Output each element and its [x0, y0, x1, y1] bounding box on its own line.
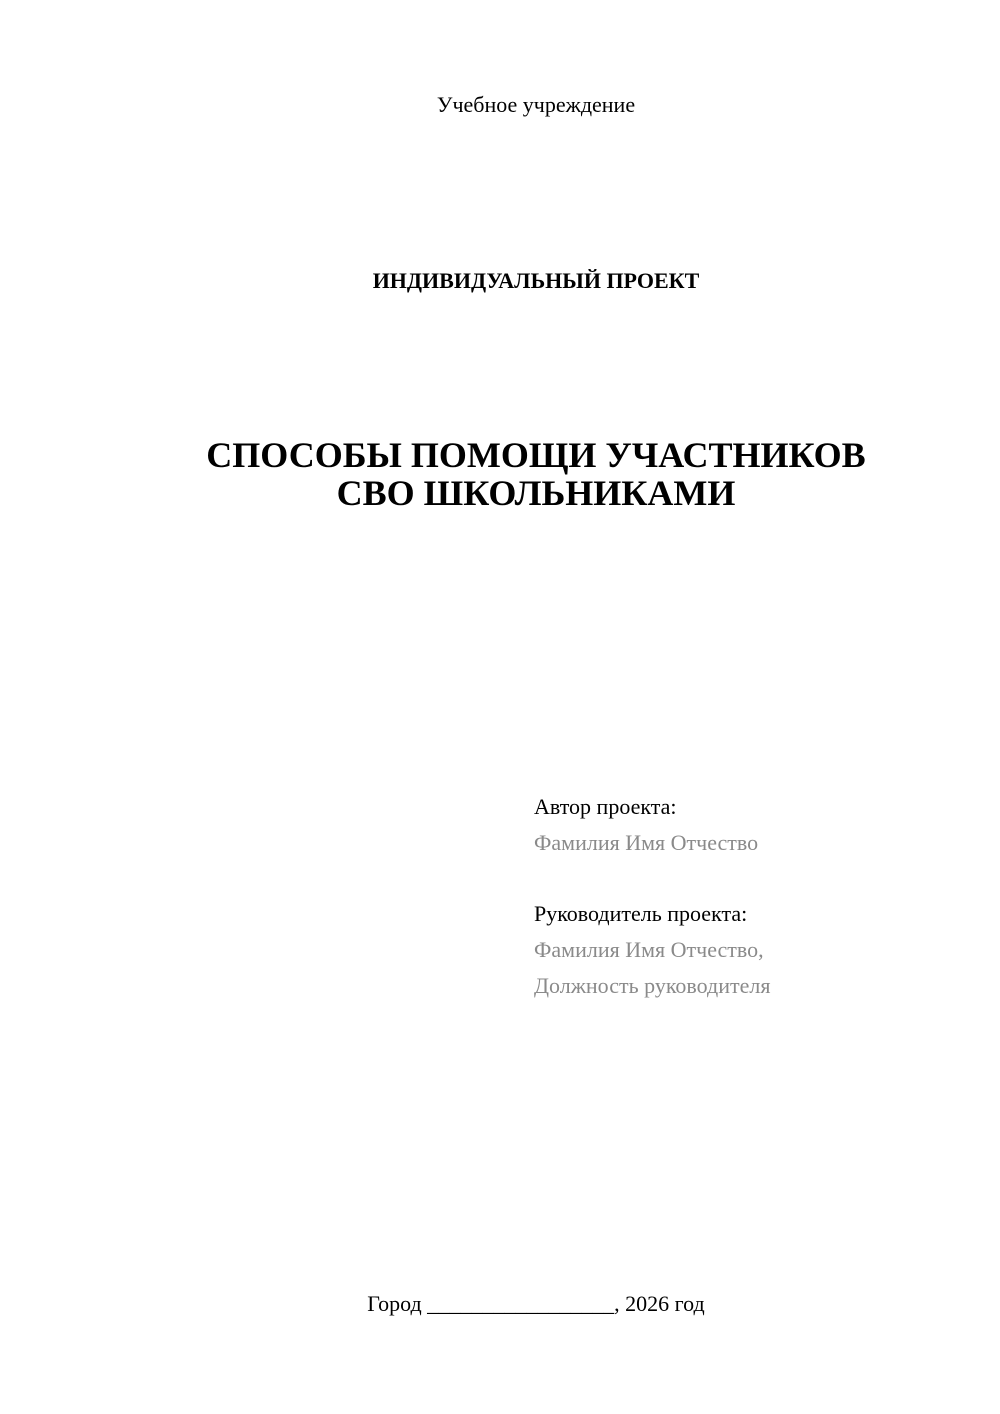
city-year-footer: Город _________________, 2026 год	[367, 1291, 705, 1316]
author-label: Автор проекта:	[534, 794, 677, 819]
credits-block	[534, 789, 974, 1004]
project-title-line-2: СВО ШКОЛЬНИКАМИ	[336, 473, 736, 513]
supervisor-label: Руководитель проекта:	[534, 901, 748, 926]
institution-name: Учебное учреждение	[436, 92, 636, 117]
credits-spacer	[534, 861, 974, 896]
project-title-line-1: СПОСОБЫ ПОМОЩИ УЧАСТНИКОВ	[206, 435, 866, 475]
author-name: Фамилия Имя Отчество	[534, 830, 759, 855]
document-type: ИНДИВИДУАЛЬНЫЙ ПРОЕКТ	[372, 268, 700, 293]
supervisor-name: Фамилия Имя Отчество,	[534, 937, 764, 962]
supervisor-position: Должность руководителя	[534, 973, 771, 998]
project-title	[0, 436, 1000, 512]
